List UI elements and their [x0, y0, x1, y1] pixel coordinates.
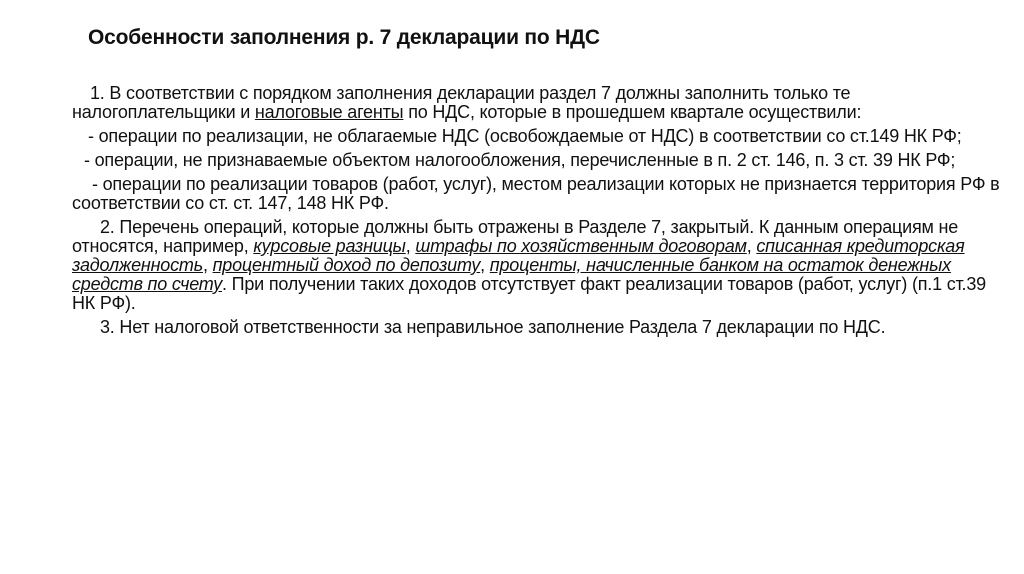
deposit-interest-link[interactable]: процентный доход по депозиту [212, 255, 481, 275]
tax-agents-link[interactable]: налоговые агенты [254, 102, 404, 122]
paragraph-5-text-a: 2. Перечень операций, которые должны быть отражены в Разделе 7, закрытый. К данным операциям не относятся, например, [72, 217, 959, 256]
paragraph-4: - операции по реализации товаров (работ, услуг), местом реализации которых не признается территория РФ в соответствии со ст. ст. 147, 148 НК РФ. [72, 174, 1000, 213]
paragraph-1 [72, 84, 1002, 122]
exchange-differences-link[interactable]: курсовые разницы [253, 236, 406, 256]
bank-interest-link[interactable]: проценты, начисленные банком на остаток денежных средств по счету [72, 255, 951, 294]
paragraph-2: - операции по реализации, не облагаемые НДС (освобождаемые от НДС) в соответствии со ст.149 НК РФ; [88, 126, 962, 146]
slide-body [72, 84, 1002, 342]
paragraph-5-text-b: . При получении таких доходов отсутствует факт реализации товаров (работ, услуг) (п.1 ст.39 НК РФ). [72, 274, 986, 313]
paragraph-3: - операции, не признаваемые объектом налогообложения, перечисленные в п. 2 ст. 146, п. 3 ст. 39 НК РФ; [84, 150, 956, 170]
contract-fines-link[interactable]: штрафы по хозяйственным договорам [415, 236, 747, 256]
separator-4: , [480, 255, 490, 275]
separator-2: , [746, 236, 757, 256]
written-off-debt-link[interactable]: списанная кредиторская задолженность [72, 236, 965, 275]
slide-title: Особенности заполнения р. 7 декларации по НДС [88, 26, 600, 49]
paragraph-1-text-a: 1. В соответствии с порядком заполнения декларации раздел 7 должны заполнить только те налогоплательщики и [72, 83, 851, 122]
paragraph-6: 3. Нет налоговой ответственности за неправильное заполнение Раздела 7 декларации по НДС. [100, 317, 886, 337]
separator-3: , [202, 255, 213, 275]
paragraph-5 [72, 218, 1002, 313]
paragraph-1-text-b: по НДС, которые в прошедшем квартале осуществили: [403, 102, 862, 122]
separator-1: , [405, 236, 416, 256]
